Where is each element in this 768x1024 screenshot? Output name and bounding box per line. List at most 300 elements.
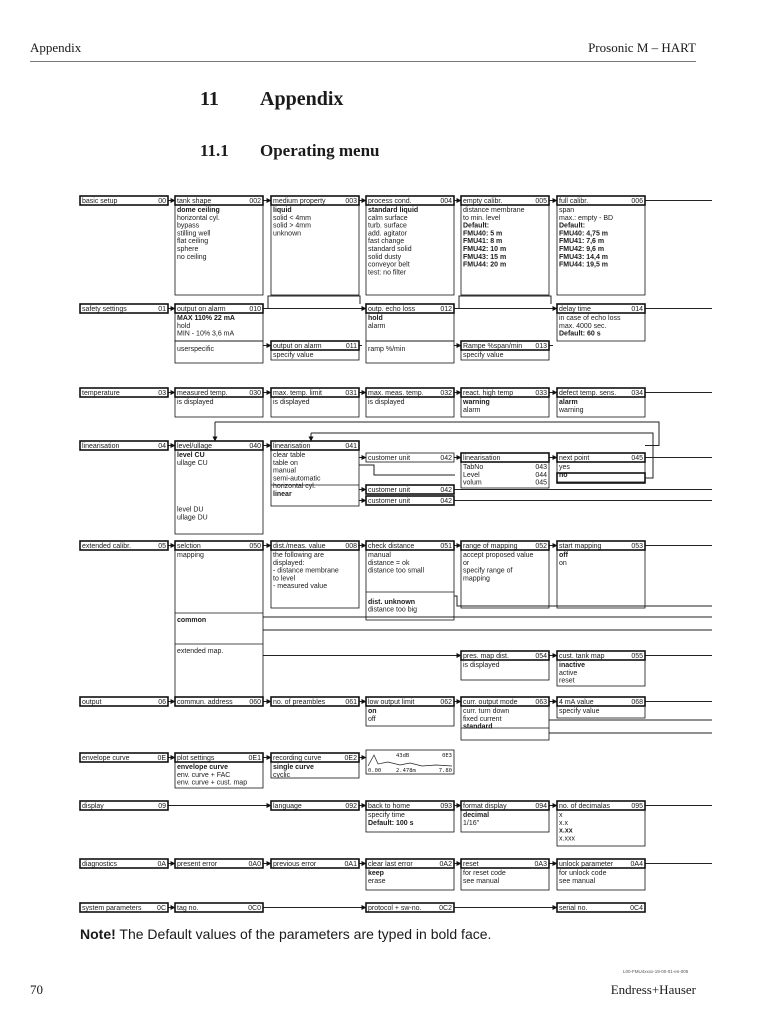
function-code: 010: [249, 306, 261, 313]
plot-label: 7.80: [438, 768, 452, 774]
group-code: 06: [158, 699, 166, 706]
function-box: [461, 341, 549, 360]
function-code: 008: [345, 543, 357, 550]
group-label: system parameters: [82, 905, 142, 912]
option-text: see manual: [559, 877, 596, 885]
function-title: customer unit: [368, 498, 411, 505]
option-text: off: [368, 715, 376, 723]
document-id: L00-FMU4xxxx-19-00-01-en-005: [623, 969, 689, 974]
group-box: [80, 304, 168, 313]
function-box: [557, 453, 645, 482]
group-label: safety settings: [82, 306, 127, 313]
function-title: start mapping: [559, 543, 602, 550]
function-box: [271, 441, 359, 506]
function-title: unlock parameter: [559, 861, 614, 868]
option-text: distance = ok: [368, 559, 410, 567]
option-text: FMU44: 19,5 m: [559, 261, 609, 269]
function-body: [557, 473, 645, 483]
option-text: standard liquid: [368, 207, 419, 214]
group-code: 05: [158, 543, 166, 550]
option-text: for reset code: [463, 870, 506, 877]
option-text: mapping: [463, 575, 490, 583]
function-title: language: [273, 803, 302, 810]
option-text: erase: [368, 877, 386, 885]
function-title: commun. address: [177, 699, 233, 706]
option-text: semi-automatic: [273, 475, 321, 483]
option-text: test: no filter: [368, 269, 407, 277]
option-text: alarm: [368, 322, 386, 330]
function-code: 002: [249, 198, 261, 205]
option-text: warning: [559, 406, 584, 414]
function-box: [175, 388, 263, 417]
function-title: curr. output mode: [463, 699, 518, 706]
function-code: 042: [440, 487, 452, 494]
group-box: [80, 801, 168, 810]
function-code: 014: [631, 306, 643, 313]
function-title: present error: [177, 861, 218, 868]
option-text: TabNo: [463, 464, 484, 471]
function-box: [271, 196, 359, 295]
function-box: [461, 453, 549, 488]
function-code: 060: [249, 699, 261, 706]
option-code: 043: [535, 464, 547, 471]
function-body: [366, 706, 454, 726]
function-box: [557, 388, 645, 417]
function-title: check distance: [368, 543, 415, 550]
function-title: plot settings: [177, 755, 215, 762]
option-text: is displayed: [368, 399, 405, 406]
option-text: FMU43: 14,4 m: [559, 253, 609, 261]
option-text: x: [559, 812, 563, 819]
function-title: selction: [177, 543, 201, 550]
function-code: 051: [440, 543, 452, 550]
function-box: [461, 859, 549, 890]
option-text: clear table: [273, 452, 306, 459]
function-box: [271, 341, 359, 360]
function-code: 034: [631, 390, 643, 397]
option-text: conveyor belt: [368, 261, 410, 269]
option-text: FMU41: 7,6 m: [559, 238, 605, 246]
function-code: 032: [440, 390, 452, 397]
plot-label: 0.00: [368, 768, 382, 774]
option-text: turb. surface: [368, 222, 407, 230]
function-box: [366, 859, 454, 890]
option-text: FMU42: 9,6 m: [559, 246, 605, 253]
function-box: [366, 388, 454, 417]
option-text: single curve: [273, 764, 314, 771]
function-body: [557, 462, 645, 482]
function-code: 0A4: [630, 861, 643, 868]
function-code: 0E1: [248, 755, 261, 762]
running-header-left: Appendix: [30, 40, 82, 55]
function-box: [461, 801, 549, 832]
group-code: 0E: [157, 755, 166, 762]
option-text: curr. turn down: [463, 708, 510, 715]
function-box: [366, 196, 454, 295]
flow-line: [459, 296, 551, 309]
option-text: see manual: [463, 877, 500, 885]
function-box: [366, 801, 454, 832]
option-text: manual: [368, 552, 391, 559]
running-header-right: Prosonic M – HART: [588, 40, 696, 55]
function-title: defect temp. sens.: [559, 390, 617, 397]
option-text: ullage CU: [177, 459, 208, 467]
option-code: 045: [535, 479, 547, 487]
option-text: horizontal cyl.: [177, 214, 220, 222]
option-text: off: [559, 552, 568, 559]
option-text: is displayed: [463, 662, 500, 669]
function-title: measured temp.: [177, 390, 228, 397]
function-box: [175, 304, 263, 353]
chapter-title: Appendix: [260, 88, 344, 110]
function-box: [461, 651, 549, 680]
function-title: no. of decimalas: [559, 803, 610, 810]
function-title: delay time: [559, 306, 591, 313]
plot-label: 2.478m: [396, 768, 416, 774]
function-box: [271, 697, 359, 706]
function-code: 094: [535, 803, 547, 810]
option-text: liquid: [273, 207, 292, 214]
option-text: distance membrane: [463, 207, 525, 214]
function-box: [461, 697, 549, 740]
section-number: 11.1: [200, 141, 229, 160]
function-box: [175, 903, 263, 912]
chapter-number: 11: [200, 88, 219, 110]
function-title: level/ullage: [177, 443, 213, 450]
group-label: basic setup: [82, 198, 118, 205]
function-box: [557, 801, 645, 846]
option-text: inactive: [559, 662, 586, 669]
function-box: [366, 541, 454, 620]
function-code: 031: [345, 390, 357, 397]
option-text: warning: [463, 399, 490, 406]
function-box: [366, 304, 454, 353]
option-text: specify value: [273, 352, 314, 359]
option-text: no: [559, 471, 568, 479]
group-label: envelope curve: [82, 755, 130, 762]
option-text: span: [559, 207, 575, 214]
section-title: Operating menu: [260, 141, 380, 160]
function-title: output on alarm: [177, 306, 226, 313]
function-box: [175, 753, 263, 788]
option-text: unknown: [273, 230, 302, 238]
function-code: 092: [345, 803, 357, 810]
option-text: cyclic: [273, 771, 291, 779]
option-text: hold: [177, 322, 191, 330]
group-code: 04: [158, 443, 166, 450]
footer-brand: Endress+Hauser: [610, 982, 696, 997]
note-label: Note!: [80, 926, 116, 942]
option-text: table on: [273, 459, 298, 467]
function-code: 012: [440, 306, 452, 313]
function-code: 003: [345, 198, 357, 205]
option-text: linear: [273, 491, 292, 498]
option-text: solid < 4mm: [273, 214, 311, 222]
option-text: env. curve + FAC: [177, 771, 231, 779]
option-text: specify value: [463, 352, 504, 359]
option-text: Default:: [463, 222, 490, 230]
function-title: pres. map dist.: [463, 653, 509, 660]
plot-label: 43dB: [396, 753, 410, 759]
function-box: [461, 541, 549, 608]
option-text: FMU44: 20 m: [463, 261, 507, 269]
option-text: alarm: [559, 399, 578, 406]
function-code: 045: [631, 455, 643, 462]
group-code: 03: [158, 390, 166, 397]
group-label: diagnostics: [82, 861, 118, 868]
group-label: output: [82, 699, 102, 706]
group-box: [80, 697, 168, 706]
function-title: max. meas. temp.: [368, 390, 424, 397]
group-box: [80, 859, 168, 868]
function-code: 054: [535, 653, 547, 660]
function-title: protocol + sw-no.: [368, 905, 422, 912]
option-text: FMU40: 4,75 m: [559, 230, 609, 238]
function-box: [366, 903, 454, 912]
page-number: 70: [30, 982, 43, 997]
function-code: 055: [631, 653, 643, 660]
option-text: reset: [559, 677, 575, 685]
group-code: 01: [158, 306, 166, 313]
option-text: horizontal cyl.: [273, 483, 316, 491]
function-code: 004: [440, 198, 452, 205]
function-title: 4 mA value: [559, 699, 594, 706]
option-text: add. agitator: [368, 230, 407, 238]
function-code: 061: [345, 699, 357, 706]
option-text: to level: [273, 575, 296, 583]
option-text: sphere: [177, 246, 199, 253]
option-text: ramp %/min: [368, 346, 406, 354]
function-code: 006: [631, 198, 643, 205]
function-code: 030: [249, 390, 261, 397]
option-text: or: [463, 559, 470, 567]
function-box: [557, 196, 645, 295]
option-text: bypass: [177, 222, 200, 230]
function-code: 0A3: [534, 861, 547, 868]
function-box: [557, 541, 645, 608]
option-text: - distance membrane: [273, 567, 339, 575]
option-text: x.xx: [559, 827, 573, 835]
flow-line: [359, 465, 455, 475]
option-text: yes: [559, 464, 570, 471]
option-text: no ceiling: [177, 253, 207, 261]
function-title: range of mapping: [463, 543, 518, 550]
option-text: Level: [463, 471, 480, 479]
option-text: FMU41: 8 m: [463, 238, 503, 246]
function-box: [175, 859, 263, 868]
function-box: [175, 697, 263, 706]
function-title: customer unit: [368, 487, 411, 494]
option-text: distance too big: [368, 606, 418, 614]
function-code: 042: [440, 455, 452, 462]
function-title: Rampe %span/min: [463, 343, 523, 350]
function-box: [557, 859, 645, 890]
function-title: output on alarm: [273, 343, 322, 350]
function-box: [366, 453, 454, 462]
function-box: [271, 801, 359, 810]
function-title: outp. echo loss: [368, 306, 416, 313]
option-text: on: [368, 708, 377, 715]
option-text: ullage DU: [177, 514, 208, 522]
function-box: [461, 388, 549, 417]
function-box: [271, 541, 359, 608]
function-code: 042: [440, 498, 452, 505]
option-text: calm surface: [368, 214, 408, 222]
function-box: [271, 388, 359, 417]
function-box: [271, 859, 359, 868]
group-box: [80, 196, 168, 205]
option-text: alarm: [463, 406, 481, 414]
function-title: tag no.: [177, 905, 199, 912]
function-body: [557, 550, 645, 608]
function-code: 0E2: [344, 755, 357, 762]
option-text: dist. unknown: [368, 598, 416, 606]
function-title: linearisation: [463, 455, 501, 462]
option-text: solid > 4mm: [273, 222, 311, 230]
function-box: [175, 441, 263, 534]
function-title: max. temp. limit: [273, 390, 323, 397]
option-text: distance too small: [368, 567, 425, 575]
option-text: volum: [463, 479, 482, 487]
option-text: envelope curve: [177, 764, 228, 771]
option-text: userspecific: [177, 346, 214, 354]
function-title: dist./meas. value: [273, 543, 326, 550]
option-text: standard: [463, 723, 493, 731]
option-text: 1/16": [463, 819, 480, 827]
option-text: flat ceiling: [177, 238, 209, 246]
option-text: specify value: [559, 708, 600, 715]
note: [80, 926, 491, 942]
option-text: accept proposed value: [463, 552, 534, 559]
function-title: format display: [463, 803, 507, 810]
function-box: [366, 697, 454, 726]
function-box: [557, 903, 645, 912]
function-code: 0C0: [248, 905, 261, 912]
option-text: fixed current: [463, 715, 502, 723]
option-text: Default: 100 s: [368, 819, 414, 827]
function-title: recording curve: [273, 755, 322, 762]
option-text: displayed:: [273, 559, 305, 567]
option-text: FMU43: 15 m: [463, 253, 507, 261]
option-text: keep: [368, 870, 384, 877]
group-code: 00: [158, 198, 166, 205]
group-code: 09: [158, 803, 166, 810]
function-code: 053: [631, 543, 643, 550]
function-box: [366, 496, 454, 505]
group-box: [80, 441, 168, 450]
option-text: - measured value: [273, 583, 328, 591]
option-text: env. curve + cust. map: [177, 779, 248, 787]
option-text: FMU42: 10 m: [463, 246, 507, 253]
option-text: in case of echo loss: [559, 315, 621, 322]
function-code: 005: [535, 198, 547, 205]
function-code: 0A1: [344, 861, 357, 868]
function-title: linearisation: [273, 443, 311, 450]
group-box: [80, 903, 168, 912]
option-text: on: [559, 559, 567, 567]
group-label: linearisation: [82, 443, 120, 450]
function-title: reset: [463, 861, 479, 868]
option-text: FMU40: 5 m: [463, 230, 503, 238]
note-text: The Default values of the parameters are typed in bold face.: [119, 926, 492, 942]
function-code: 0C2: [439, 905, 452, 912]
function-code: 041: [345, 443, 357, 450]
option-text: dome ceiling: [177, 207, 220, 214]
function-code: 050: [249, 543, 261, 550]
function-code: 062: [440, 699, 452, 706]
option-text: MAX 110% 22 mA: [177, 315, 235, 322]
function-title: process cond.: [368, 198, 412, 205]
group-code: 0A: [157, 861, 166, 868]
option-code: 044: [535, 471, 547, 479]
function-title: next point: [559, 455, 590, 462]
option-text: max.: empty - BD: [559, 214, 614, 222]
function-box: [461, 196, 549, 295]
option-text: is displayed: [177, 399, 214, 406]
function-code: 0A0: [248, 861, 261, 868]
option-text: stilling well: [177, 230, 211, 238]
option-text: solid dusty: [368, 253, 402, 261]
function-code: 033: [535, 390, 547, 397]
group-box: [80, 388, 168, 397]
option-text: is displayed: [273, 399, 310, 406]
function-code: 068: [631, 699, 643, 706]
function-title: back to home: [368, 803, 411, 810]
section-label-extended-map: extended map.: [177, 648, 224, 655]
function-code: 093: [440, 803, 452, 810]
group-code: 0C: [157, 905, 166, 912]
option-text: to min. level: [463, 214, 501, 222]
option-text: x.x: [559, 819, 568, 827]
function-box: [557, 651, 645, 686]
option-text: Default: 60 s: [559, 330, 601, 338]
function-box: [175, 196, 263, 295]
option-text: x.xxx: [559, 835, 575, 843]
option-text: fast change: [368, 238, 405, 246]
option-text: Default:: [559, 222, 586, 230]
option-text: specify time: [368, 812, 405, 819]
option-text: the following are: [273, 552, 324, 559]
option-text: manual: [273, 467, 296, 475]
function-title: customer unit: [368, 455, 411, 462]
option-text: MIN - 10% 3,6 mA: [177, 330, 235, 338]
function-code: 0A2: [439, 861, 452, 868]
option-text: decimal: [463, 812, 490, 819]
option-text: level DU: [177, 506, 204, 514]
flow-line: [268, 296, 360, 309]
function-box: [366, 485, 454, 494]
function-code: 011: [345, 343, 357, 350]
option-text: for unlock code: [559, 870, 607, 877]
flow-line: [454, 596, 712, 606]
group-label: temperature: [82, 390, 120, 397]
option-text: standard solid: [368, 246, 412, 253]
function-title: no. of preambles: [273, 699, 326, 706]
option-text: active: [559, 669, 578, 677]
function-code: 013: [535, 343, 547, 350]
function-code: 063: [535, 699, 547, 706]
function-title: full calibr.: [559, 198, 589, 205]
group-label: extended calibr.: [82, 543, 132, 550]
function-box: [271, 753, 359, 779]
function-box: [557, 304, 645, 341]
plot-code: 0E3: [442, 753, 452, 759]
option-text: max. 4000 sec.: [559, 322, 607, 330]
group-label: display: [82, 803, 104, 810]
function-title: low output limit: [368, 699, 415, 706]
function-code: 095: [631, 803, 643, 810]
function-title: react. high temp: [463, 390, 514, 397]
